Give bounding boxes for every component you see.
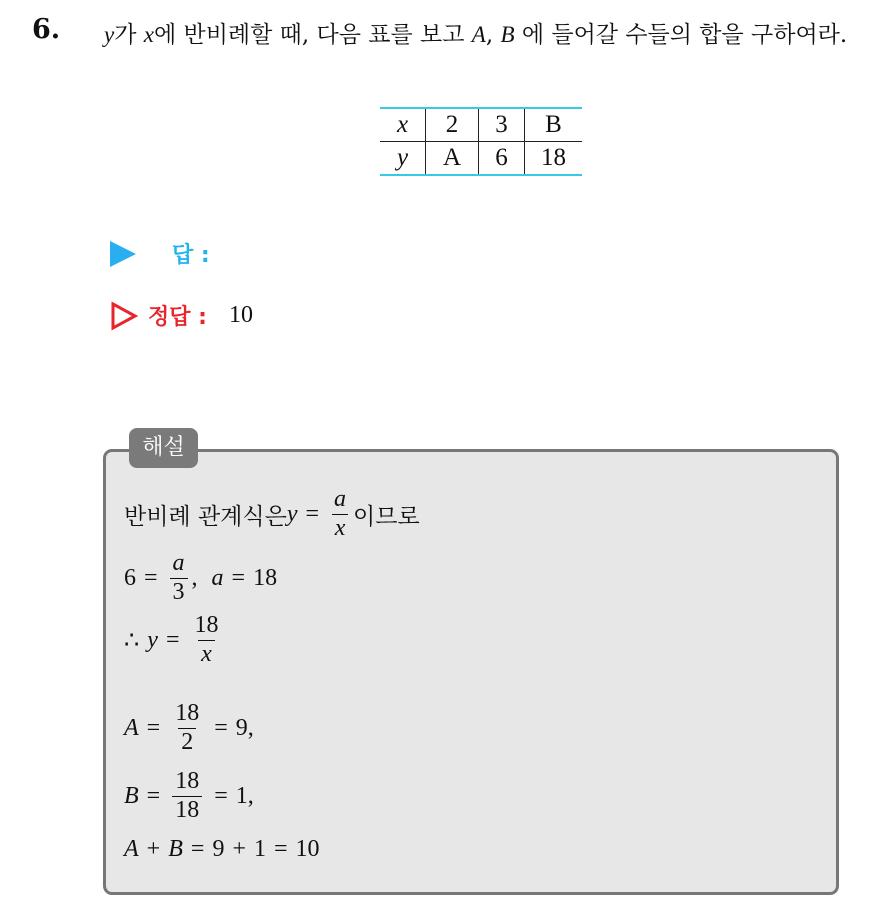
math-var: y xyxy=(147,626,158,653)
table-cell: x xyxy=(380,108,426,142)
table-cell: A xyxy=(426,142,479,176)
question-text-part3: , xyxy=(485,22,501,48)
math-num: 9 xyxy=(212,836,225,862)
table-row-y xyxy=(380,142,582,176)
solution-line-6 xyxy=(124,836,320,863)
fraction xyxy=(170,550,188,606)
fraction-denominator: 2 xyxy=(178,728,196,757)
math-num: 9, xyxy=(235,714,254,741)
correct-answer-row xyxy=(110,300,253,331)
value-table xyxy=(380,107,582,176)
outline-triangle-icon xyxy=(110,301,138,331)
math-op: = xyxy=(273,836,288,862)
math-op: = xyxy=(214,782,228,809)
solution-line-1 xyxy=(124,486,420,542)
table-cell: B xyxy=(525,108,583,142)
math-op: = xyxy=(146,714,161,741)
solution-text: 이므로 xyxy=(353,503,420,530)
solution-line-3 xyxy=(124,612,225,668)
math-op: = xyxy=(144,564,158,591)
fraction-numerator: 18 xyxy=(175,700,200,726)
solution-text: 반비례 관계식은 xyxy=(124,503,287,530)
solution-line-5 xyxy=(124,768,254,824)
table-cell: 2 xyxy=(426,108,479,142)
question-text-part1: 가 xyxy=(114,22,144,48)
fraction xyxy=(172,768,202,824)
math-op: = xyxy=(305,500,320,527)
question-text xyxy=(104,16,874,54)
fraction-numerator: 18 xyxy=(194,612,219,638)
fraction-numerator: 18 xyxy=(175,768,200,794)
math-op: = xyxy=(214,714,228,741)
solution-tab: 해설 xyxy=(129,428,198,468)
math-var: B xyxy=(168,836,183,862)
math-var: y xyxy=(286,500,298,527)
table-cell: 6 xyxy=(479,142,525,176)
solution-line-4 xyxy=(124,700,254,756)
math-var: A xyxy=(124,714,139,741)
question-text-part4: 에 들어갈 수들의 합을 구하여라. xyxy=(514,22,848,48)
math-var: B xyxy=(124,782,139,809)
math-var: a xyxy=(211,564,224,591)
fraction-numerator: a xyxy=(172,550,185,576)
math-op: = xyxy=(231,564,246,591)
math-num: 18 xyxy=(253,564,278,591)
answer-row xyxy=(110,238,210,269)
fraction-denominator: x xyxy=(332,514,349,543)
table-cell: 3 xyxy=(479,108,525,142)
var-a: A xyxy=(471,22,486,47)
math-op: + xyxy=(146,836,161,862)
therefore-symbol: ∴ xyxy=(124,627,140,654)
answer-label: 답 : xyxy=(172,243,210,268)
math-op: = xyxy=(165,626,180,653)
fraction-denominator: x xyxy=(198,640,215,669)
var-y: y xyxy=(104,22,115,47)
table-cell: y xyxy=(396,144,409,171)
fraction-numerator: a xyxy=(334,486,347,512)
table-cell: 18 xyxy=(525,142,583,176)
math-op: = xyxy=(146,782,161,809)
fraction xyxy=(331,486,349,542)
math-punct: , xyxy=(191,564,198,591)
table-row-x xyxy=(380,108,582,142)
fraction-denominator: 18 xyxy=(172,796,202,825)
var-b: B xyxy=(500,22,515,47)
correct-answer-label: 정답 : xyxy=(148,305,207,330)
question-number: 6. xyxy=(32,14,61,45)
fraction xyxy=(172,700,202,756)
correct-answer-value: 10 xyxy=(228,302,253,328)
play-triangle-icon xyxy=(110,241,136,267)
math-num: 6 xyxy=(124,564,136,591)
fraction-denominator: 3 xyxy=(170,578,188,607)
math-num: 1 xyxy=(253,836,266,862)
math-op: = xyxy=(190,836,205,862)
var-x: x xyxy=(143,22,154,47)
fraction xyxy=(191,612,221,668)
math-var: A xyxy=(124,836,139,862)
math-num: 1, xyxy=(235,782,254,809)
math-num: 10 xyxy=(295,836,320,862)
question-text-part2: 에 반비례할 때, 다음 표를 보고 xyxy=(153,22,472,48)
value-table-wrap xyxy=(380,107,582,176)
solution-line-2 xyxy=(124,550,277,606)
math-op: + xyxy=(232,836,246,862)
